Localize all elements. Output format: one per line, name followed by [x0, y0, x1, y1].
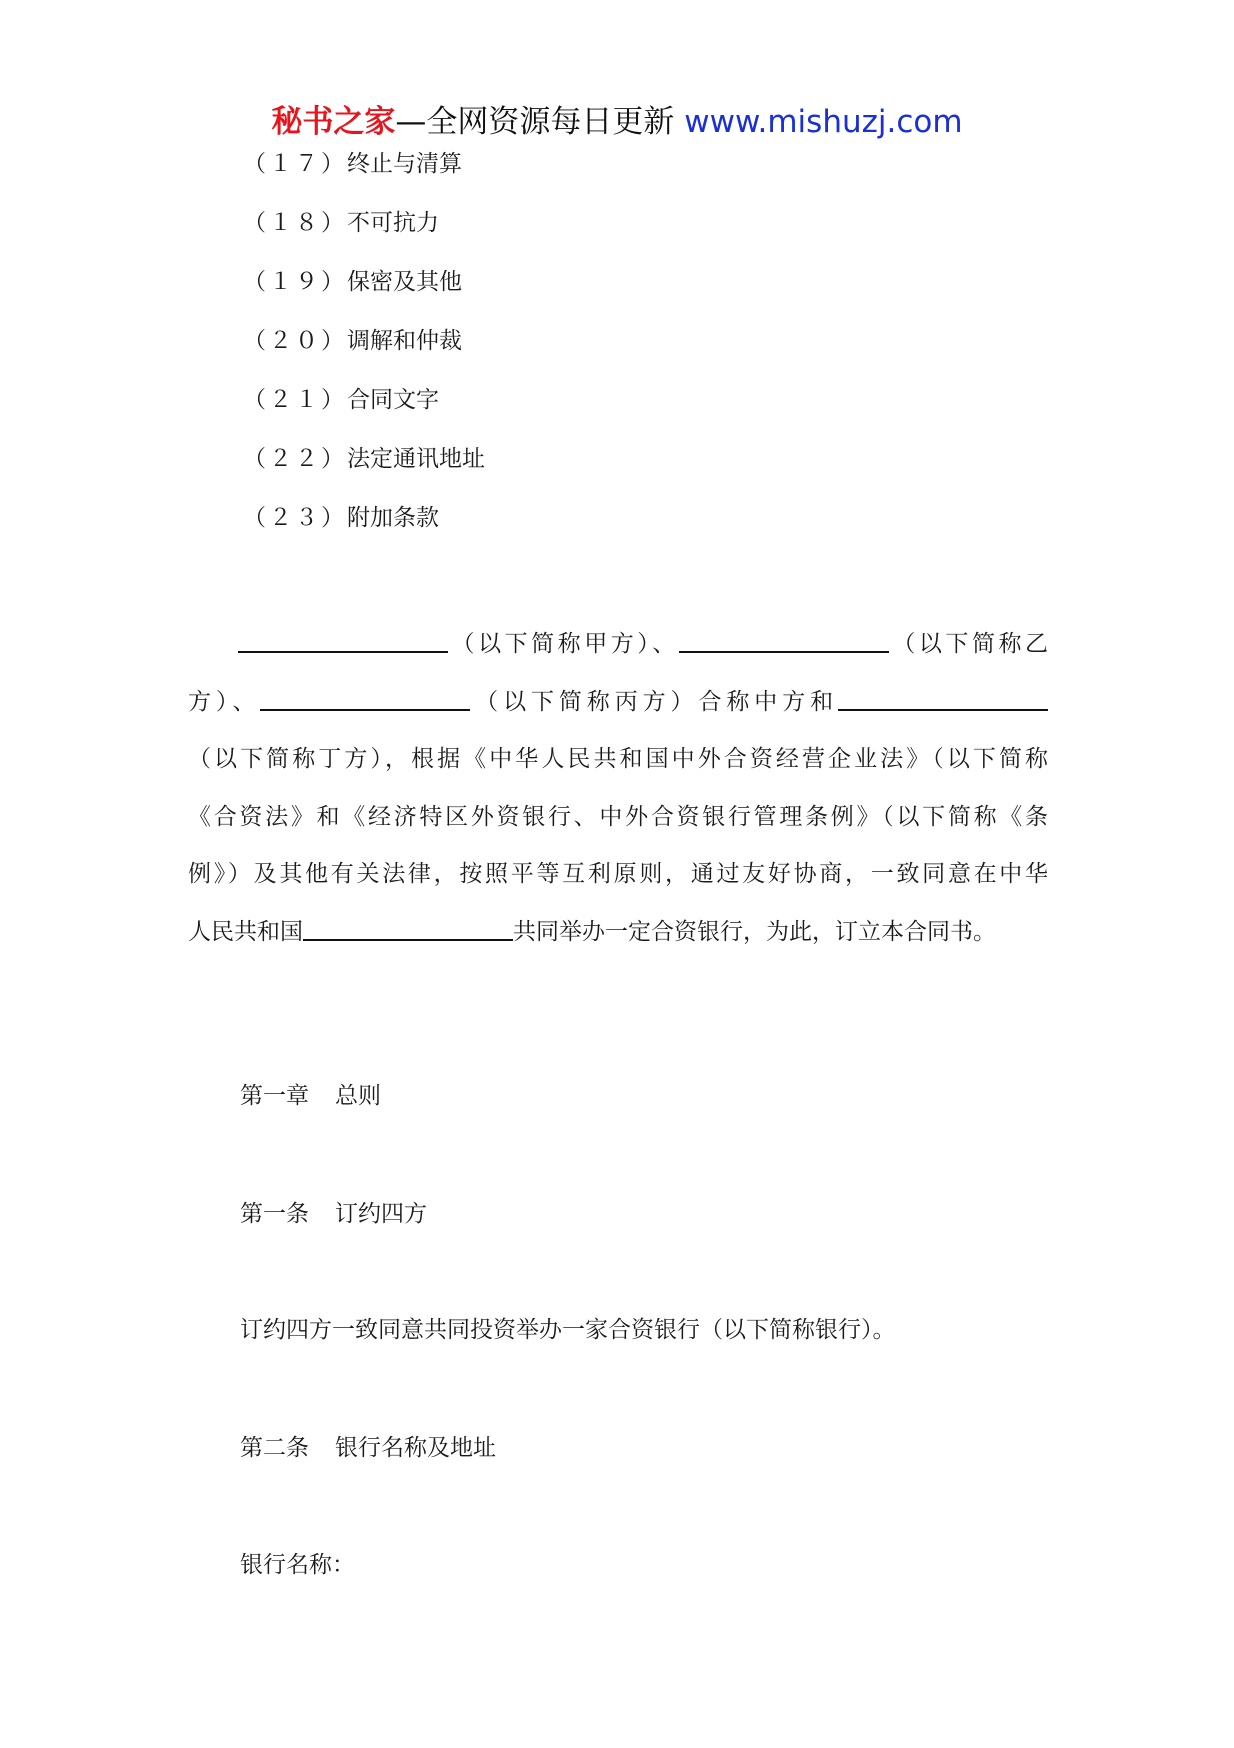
contents-item-label: 保密及其他: [347, 269, 462, 295]
contents-item-label: 终止与清算: [347, 151, 462, 177]
contents-item-number: （２２）: [243, 446, 347, 472]
preamble-text: 共同举办一定合资银行，为此，订立本合同书。: [513, 918, 996, 945]
contents-item: [243, 439, 485, 498]
header-brand: 秘书之家: [271, 104, 396, 140]
contents-item-label: 合同文字: [347, 387, 439, 413]
contents-item: [243, 321, 485, 380]
preamble-line: 例》）及其他有关法律，按照平等互利原则，通过友好协商，一致同意在中华: [188, 861, 1048, 887]
preamble-line: 《合资法》和《经济特区外资银行、中外合资银行管理条例》（以下简称《条: [188, 803, 1048, 830]
article-heading: [240, 1194, 427, 1234]
contents-item-number: （２０）: [243, 328, 347, 354]
preamble-text: （以下简称乙: [888, 631, 1048, 657]
contents-list: [243, 144, 485, 557]
contents-item: [243, 144, 485, 203]
article-label: 第二条: [240, 1435, 309, 1461]
article-title: 订约四方: [335, 1201, 427, 1227]
preamble-text: （以下简称甲方）、: [448, 631, 679, 657]
chapter-heading: [240, 1076, 381, 1116]
contents-item-number: （２３）: [243, 505, 347, 531]
chapter-label: 第一章: [240, 1083, 309, 1109]
contents-item: [243, 498, 485, 557]
party-b-blank: [679, 623, 889, 653]
article-title: 银行名称及地址: [335, 1435, 496, 1461]
header-site-link[interactable]: www.mishuzj.com: [684, 104, 963, 140]
contents-item: [243, 262, 485, 321]
contents-item: [243, 380, 485, 439]
preamble-paragraph: [188, 616, 1048, 961]
contents-item-number: （１７）: [243, 151, 347, 177]
preamble-text: （以下简称丙方）合称中方和: [470, 688, 839, 715]
preamble-line: [188, 616, 1048, 674]
contents-item-number: （１８）: [243, 210, 347, 236]
party-a-blank: [238, 623, 448, 653]
party-d-blank: [838, 681, 1048, 711]
header-slogan: —全网资源每日更新: [395, 104, 685, 140]
location-blank: [303, 911, 513, 941]
article-heading: [240, 1428, 496, 1468]
preamble-line: [188, 904, 1048, 962]
article-label: 第一条: [240, 1201, 309, 1227]
contents-item-number: （１９）: [243, 269, 347, 295]
contents-item-label: 附加条款: [347, 505, 439, 531]
party-c-blank: [260, 681, 470, 711]
chapter-title: 总则: [335, 1083, 381, 1109]
article-body: 银行名称：: [240, 1552, 355, 1578]
page-header: [0, 102, 1234, 142]
article-body: 订约四方一致同意共同投资举办一家合资银行（以下简称银行）。: [240, 1317, 896, 1343]
preamble-text: 方）、: [188, 688, 261, 715]
contents-item-label: 调解和仲裁: [347, 328, 462, 354]
contents-item-number: （２１）: [243, 387, 347, 413]
contents-item: [243, 203, 485, 262]
contents-item-label: 不可抗力: [347, 210, 439, 236]
contents-item-label: 法定通讯地址: [347, 446, 485, 472]
preamble-line: [188, 674, 1048, 732]
preamble-line: （以下简称丁方），根据《中华人民共和国中外合资经营企业法》（以下简称: [188, 746, 1048, 772]
preamble-text: 人民共和国: [188, 918, 303, 945]
